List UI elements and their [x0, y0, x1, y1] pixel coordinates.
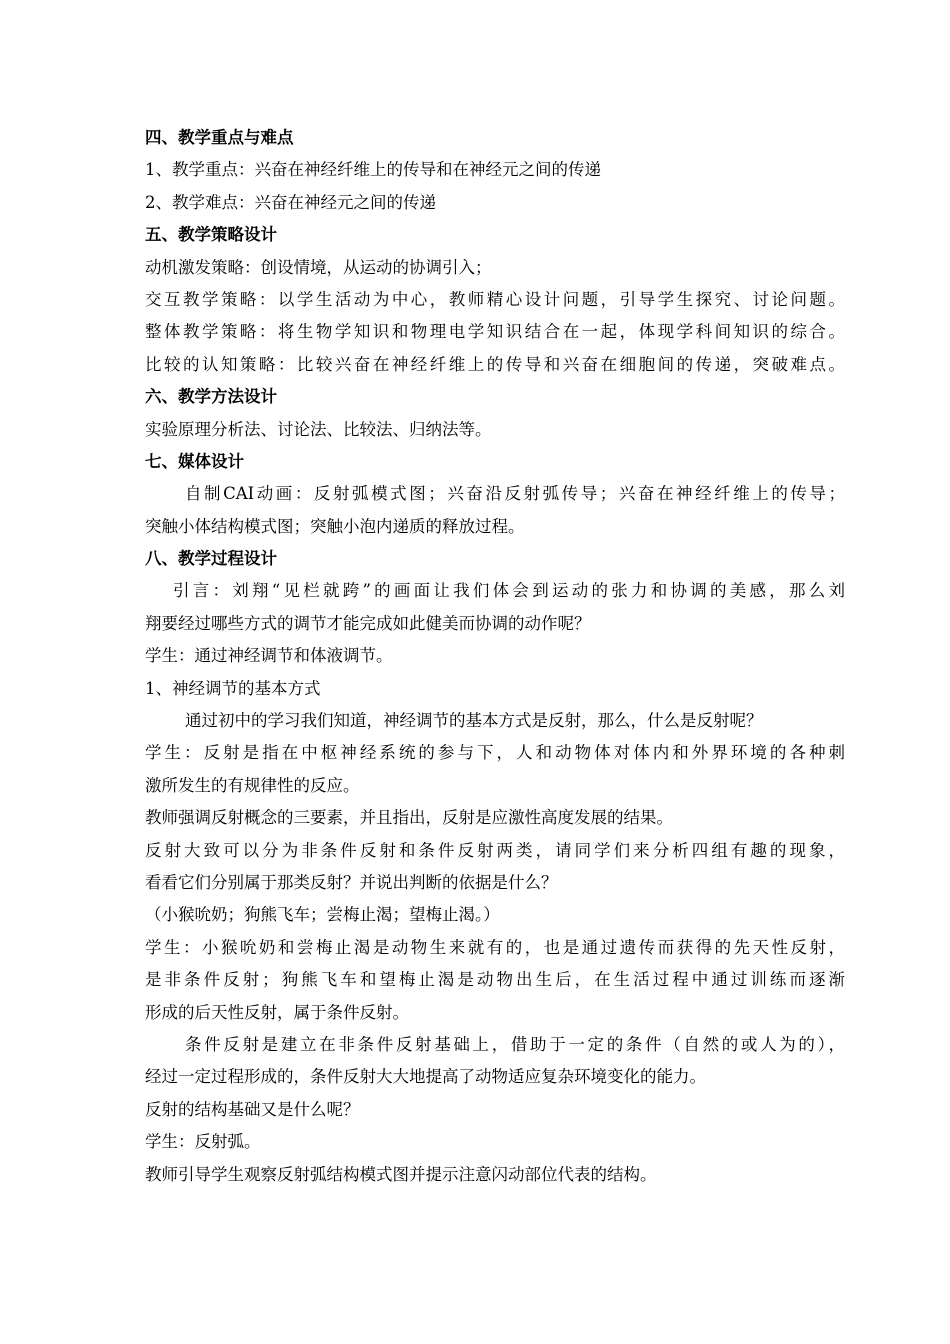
student-answer-line: 是非条件反射；狗熊飞车和望梅止渴是动物出生后，在生活过程中通过训练而逐渐	[145, 970, 845, 990]
paragraph-line: 经过一定过程形成的，条件反射大大地提高了动物适应复杂环境变化的能力。	[145, 1067, 706, 1087]
subsection-title: 1、神经调节的基本方式	[145, 678, 321, 698]
key-point-item: 1、教学重点：兴奋在神经纤维上的传导和在神经元之间的传递	[145, 160, 601, 180]
strategy-item-holistic: 整体教学策略：将生物学知识和物理电学知识结合在一起，体现学科间知识的综合。	[145, 322, 845, 342]
intro-text-line: 翔要经过哪些方式的调节才能完成如此健美而协调的动作呢？	[145, 613, 591, 633]
student-answer: 学生：反射弧。	[145, 1132, 261, 1152]
section-heading-methods: 六、教学方法设计	[145, 387, 277, 407]
section-heading-process: 八、教学过程设计	[145, 549, 277, 569]
section-heading-strategy: 五、教学策略设计	[145, 225, 277, 245]
difficult-point-item: 2、教学难点：兴奋在神经元之间的传递	[145, 192, 436, 212]
section-heading-key-points: 四、教学重点与难点	[145, 128, 294, 147]
strategy-item-interactive: 交互教学策略：以学生活动为中心，教师精心设计问题，引导学生探究、讨论问题。	[145, 289, 845, 309]
student-answer-line: 激所发生的有规律性的反应。	[145, 775, 360, 795]
section-heading-media: 七、媒体设计	[145, 451, 244, 471]
paragraph-line: 条件反射是建立在非条件反射基础上，借助于一定的条件（自然的或人为的），	[185, 1034, 845, 1054]
examples-line: （小猴吮奶；狗熊飞车；尝梅止渴；望梅止渴。）	[145, 905, 500, 925]
document-body	[145, 122, 845, 1191]
student-answer: 学生：通过神经调节和体液调节。	[145, 646, 393, 666]
intro-text-line: 引言：刘翔“见栏就跨”的画面让我们体会到运动的张力和协调的美感，那么刘	[173, 581, 845, 601]
paragraph-line: 通过初中的学习我们知道，神经调节的基本方式是反射，那么，什么是反射呢？	[185, 711, 763, 731]
teacher-note: 教师强调反射概念的三要素，并且指出，反射是应激性高度发展的结果。	[145, 808, 673, 828]
methods-text: 实验原理分析法、讨论法、比较法、归纳法等。	[145, 419, 492, 439]
student-answer-line: 学生：小猴吮奶和尝梅止渴是动物生来就有的，也是通过遗传而获得的先天性反射，	[145, 937, 845, 957]
media-text-line: 突触小体结构模式图；突触小泡内递质的释放过程。	[145, 516, 525, 536]
media-text-line: 自制CAI动画：反射弧模式图；兴奋沿反射弧传导；兴奋在神经纤维上的传导；	[185, 484, 845, 504]
paragraph-line: 看看它们分别属于那类反射？并说出判断的依据是什么？	[145, 872, 558, 892]
paragraph-line: 反射大致可以分为非条件反射和条件反射两类，请同学们来分析四组有趣的现象，	[145, 840, 845, 860]
teacher-note: 教师引导学生观察反射弧结构模式图并提示注意闪动部位代表的结构。	[145, 1164, 657, 1184]
strategy-item-comparison: 比较的认知策略：比较兴奋在神经纤维上的传导和兴奋在细胞间的传递，突破难点。	[145, 354, 845, 374]
question-line: 反射的结构基础又是什么呢？	[145, 1099, 360, 1119]
strategy-item-motivation: 动机激发策略：创设情境，从运动的协调引入；	[145, 257, 492, 277]
student-answer-line: 形成的后天性反射，属于条件反射。	[145, 1002, 409, 1022]
student-answer-line: 学生：反射是指在中枢神经系统的参与下，人和动物体对体内和外界环境的各种刺	[145, 743, 845, 763]
